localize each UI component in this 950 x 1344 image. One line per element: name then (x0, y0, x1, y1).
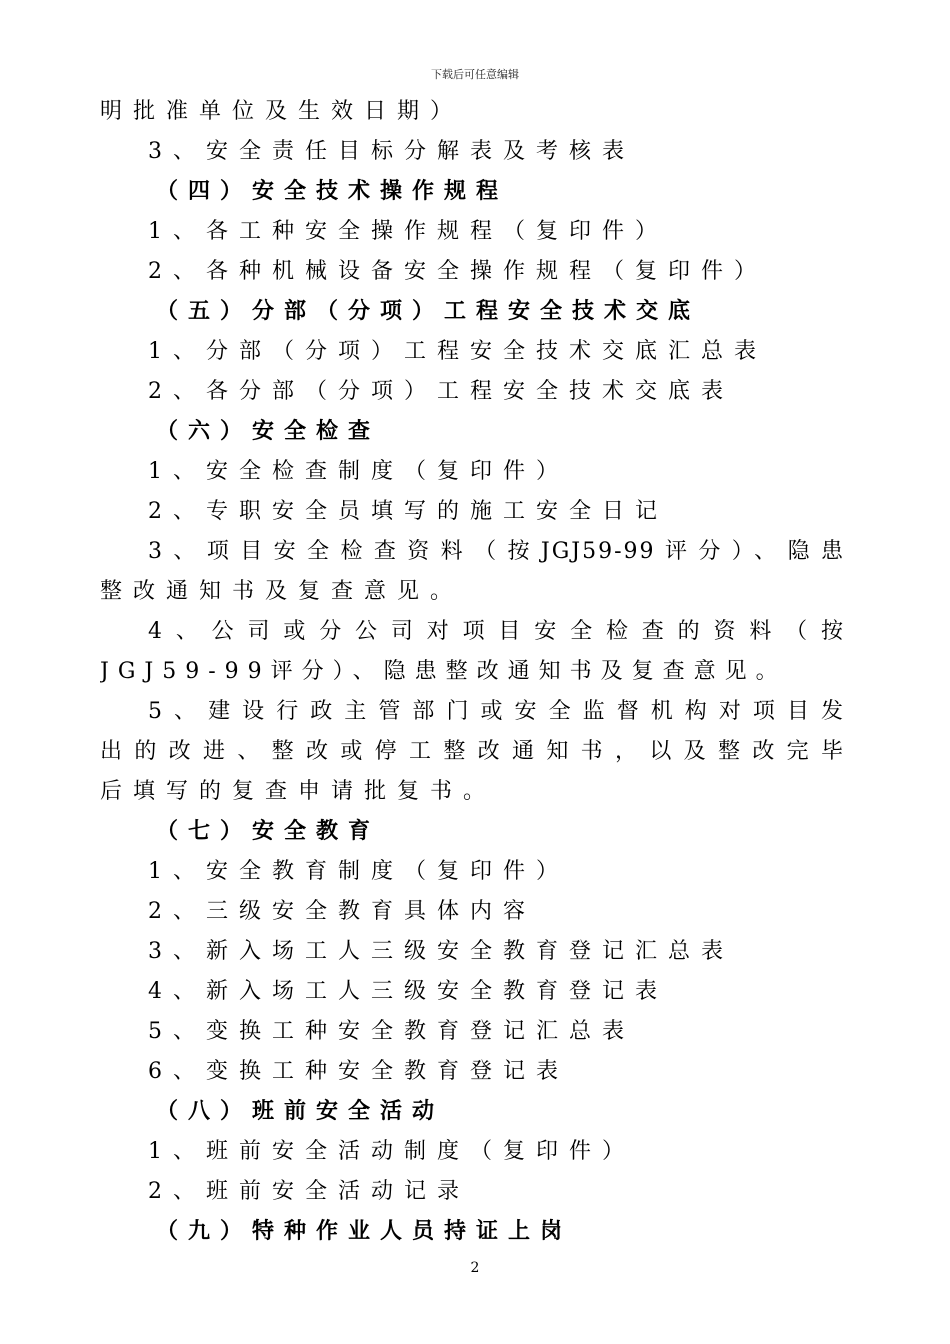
page-number: 2 (470, 1260, 480, 1276)
text-line: 2、三级安全教育具体内容 (148, 899, 536, 924)
section-heading: （九）特种作业人员持证上岗 (156, 1219, 573, 1244)
text-line: 3、项目安全检查资料（按JGJ59-99评分）、隐患 (148, 539, 845, 564)
text-line: 2、专职安全员填写的施工安全日记 (148, 499, 668, 524)
section-heading: （四）安全技术操作规程 (156, 179, 509, 204)
text-line: 5、建设行政主管部门或安全监督机构对项目发 (148, 699, 845, 724)
text-line: 5、变换工种安全教育登记汇总表 (148, 1019, 635, 1044)
section-heading: （八）班前安全活动 (156, 1099, 445, 1124)
text-line: 明批准单位及生效日期） (100, 99, 464, 124)
text-line: 1、各工种安全操作规程（复印件） (148, 219, 668, 244)
text-line: 6、变换工种安全教育登记表 (148, 1059, 569, 1084)
text-line: 2、班前安全活动记录 (148, 1179, 470, 1204)
text-line: 1、分部（分项）工程安全技术交底汇总表 (148, 339, 767, 364)
document-body (100, 92, 845, 1252)
text-line: 4、新入场工人三级安全教育登记表 (148, 979, 668, 1004)
section-heading: （六）安全检查 (156, 419, 381, 444)
text-line: 1、安全检查制度（复印件） (148, 459, 569, 484)
text-line: 1、安全教育制度（复印件） (148, 859, 569, 884)
text-line: 2、各种机械设备安全操作规程（复印件） (148, 259, 767, 284)
text-line: 1、班前安全活动制度（复印件） (148, 1139, 635, 1164)
section-heading: （七）安全教育 (156, 819, 381, 844)
text-line: 3、新入场工人三级安全教育登记汇总表 (148, 939, 734, 964)
text-line: 3、安全责任目标分解表及考核表 (148, 139, 635, 164)
text-line: JGJ59-99评分）、隐患整改通知书及复查意见。 (100, 659, 787, 684)
section-heading: （五）分部（分项）工程安全技术交底 (156, 299, 701, 324)
text-line: 4、公司或分公司对项目安全检查的资料（按 (148, 619, 845, 644)
text-line: 整改通知书及复查意见。 (100, 579, 464, 604)
text-line: 出的改进、整改或停工整改通知书，以及整改完毕 (100, 739, 845, 764)
text-line: 后填写的复查申请批复书。 (100, 779, 497, 804)
page-header: 下载后可任意编辑 (431, 68, 519, 81)
text-line: 2、各分部（分项）工程安全技术交底表 (148, 379, 734, 404)
